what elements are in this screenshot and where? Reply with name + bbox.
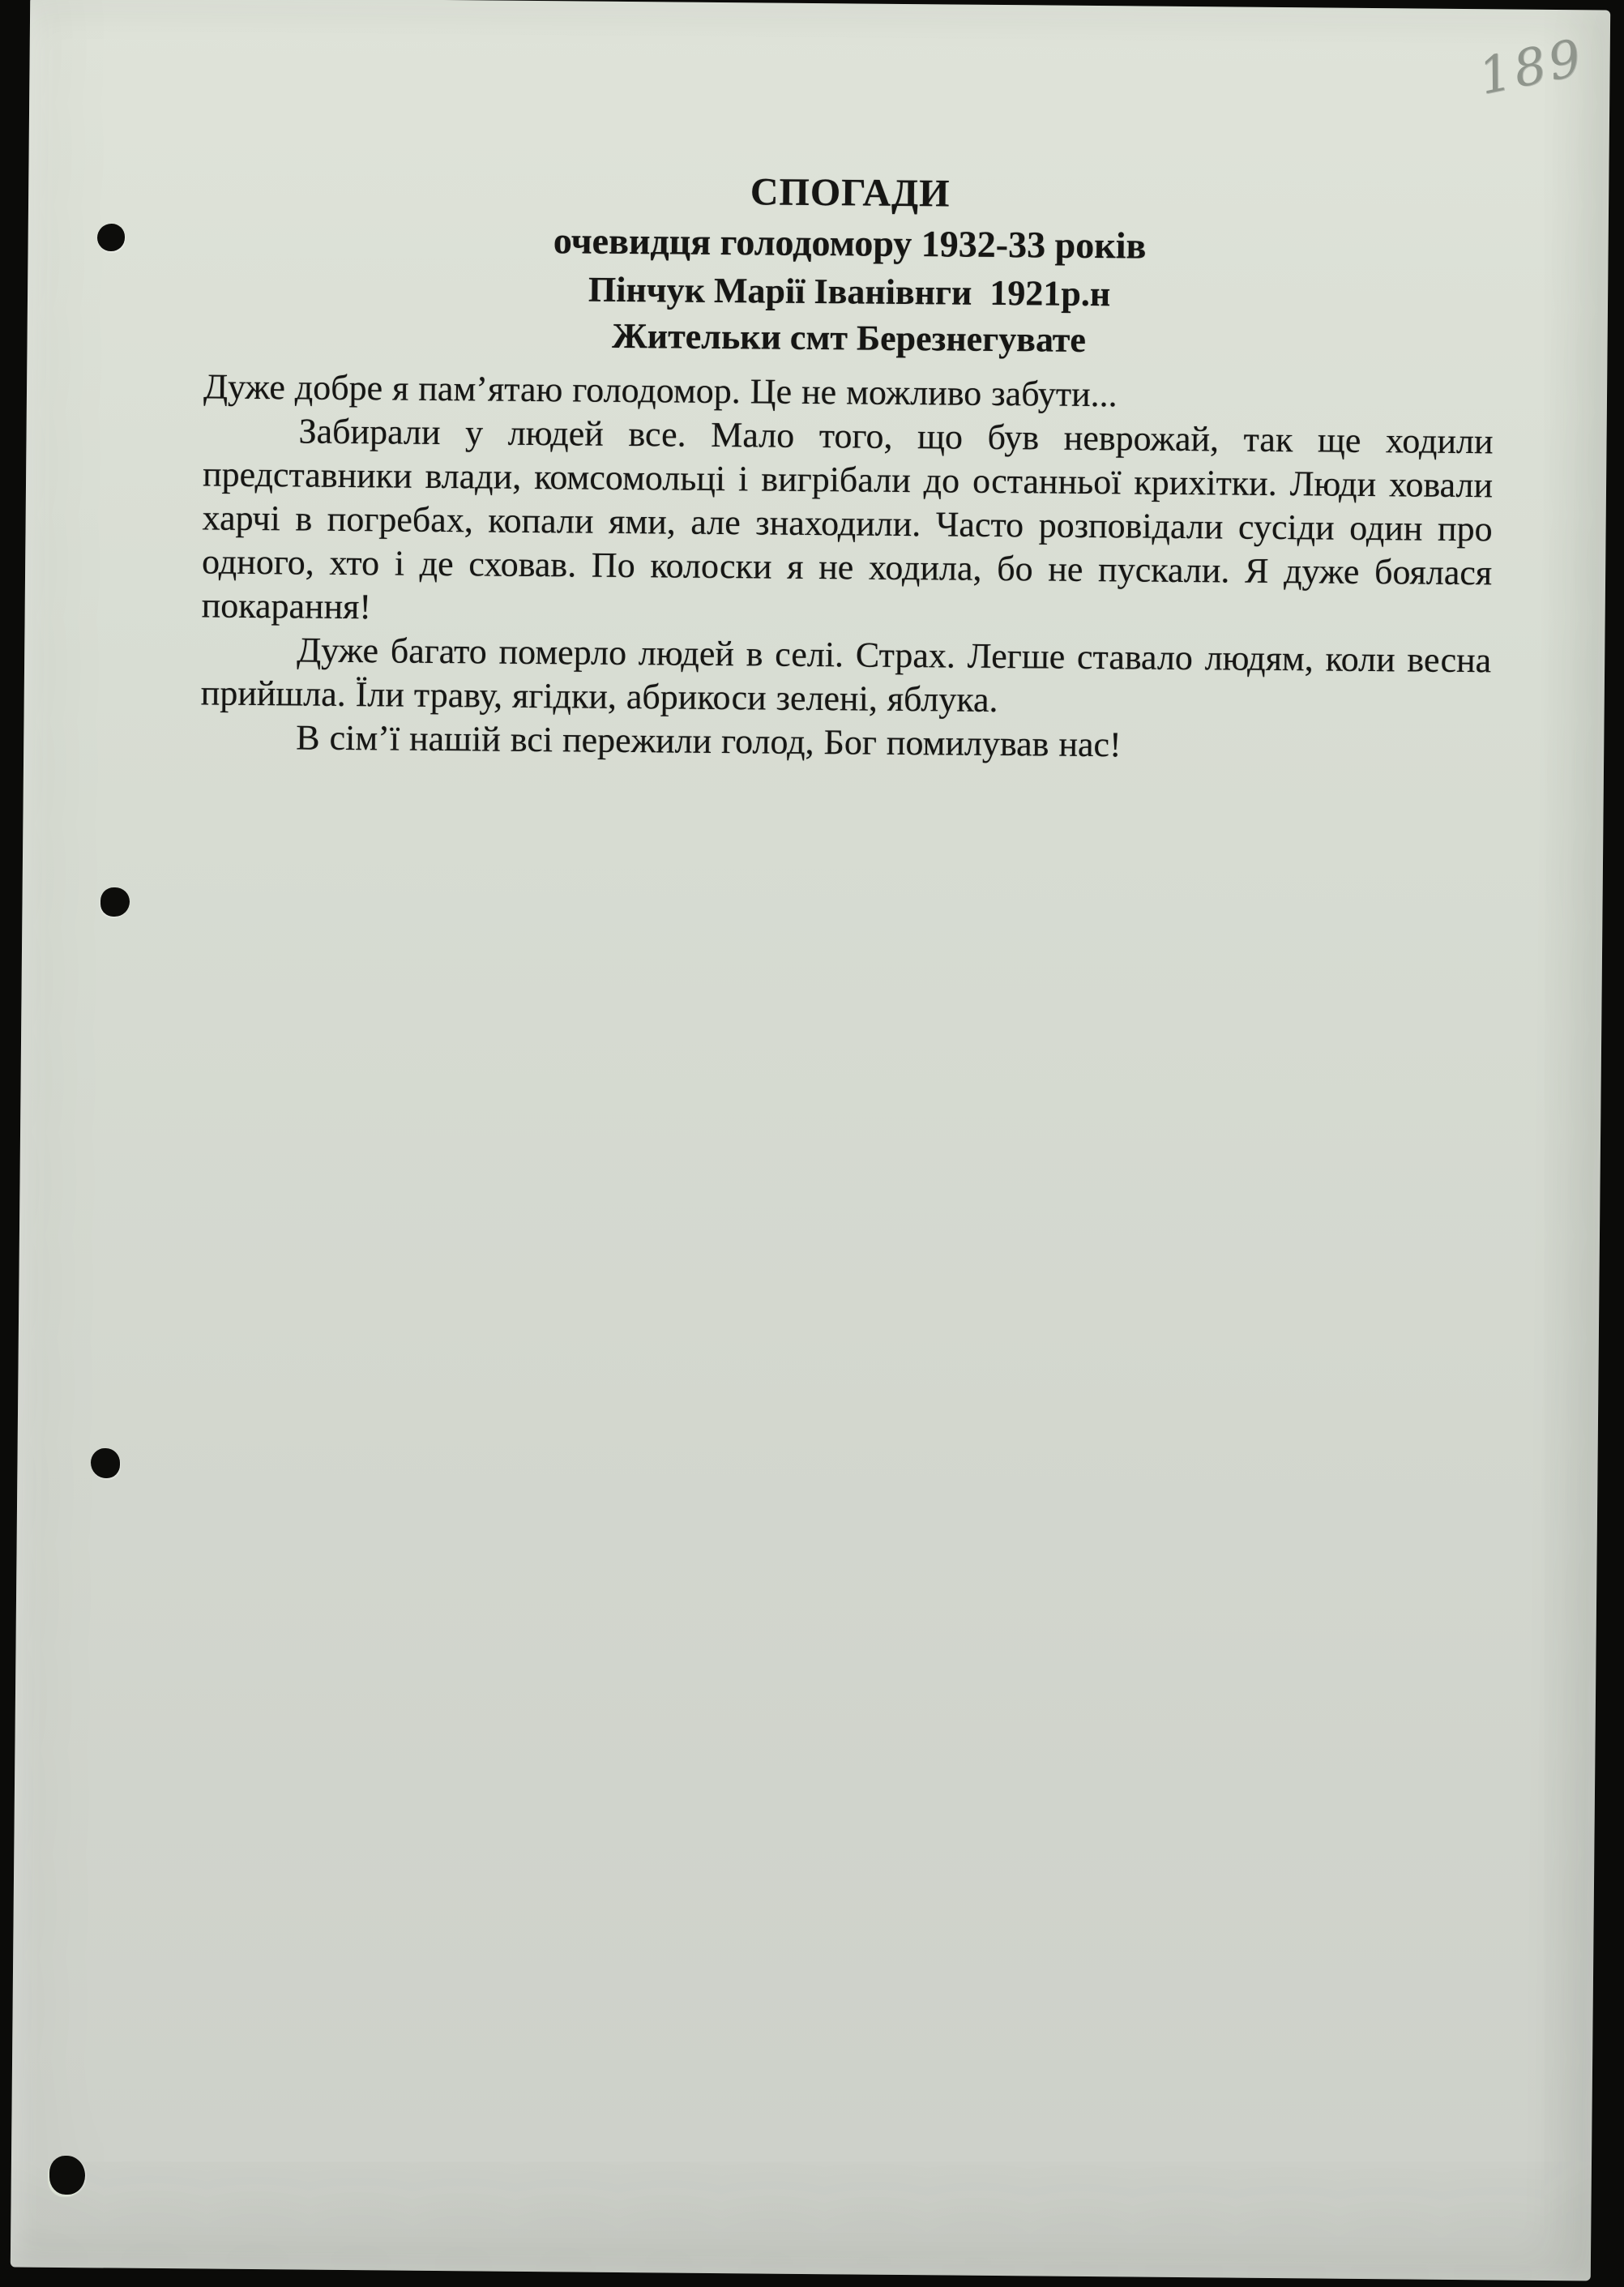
paragraph-3: Дуже багато померло людей в селі. Страх. Легше ставало людям, коли весна прийшла. Їли траву, ягідки, абрикоси зелені, яблука.	[200, 630, 1492, 720]
punch-hole-top	[97, 224, 125, 251]
handwritten-page-number: 189	[1473, 27, 1589, 106]
document-subtitle: очевидця голодомору 1932-33 років	[553, 220, 1147, 267]
punch-hole-bottom	[49, 2156, 85, 2195]
document-page	[11, 0, 1610, 2281]
paragraph-1: Дуже добре я пам’ятаю голодомор. Це не можливо забути...	[203, 366, 1118, 415]
document-body	[200, 365, 1494, 770]
document-person-line: Пінчук Марії Іванівнги 1921р.н	[588, 269, 1111, 314]
paragraph-4: В сім’ї нашій всі пережили голод, Бог помилував нас!	[296, 717, 1122, 765]
punch-hole-lower-middle	[91, 1448, 120, 1478]
punch-hole-upper-middle	[100, 887, 130, 917]
document-title: СПОГАДИ	[750, 170, 951, 216]
paragraph-2: Забирали у людей все. Мало того, що був неврожай, так ще ходили представники влади, комсомольці і вигрібали до останньої крихітки. Люди ховали харчі в погребах, копали ями, але знаходили. Часто розповідали сусіди один про одного, хто і де сховав. По колоски я не ходила, бо не пускали. Я дуже боялася покарання!	[201, 411, 1494, 627]
document-residence-line: Жительки смт Березнегувате	[612, 315, 1087, 360]
document-text-block	[200, 162, 1495, 770]
